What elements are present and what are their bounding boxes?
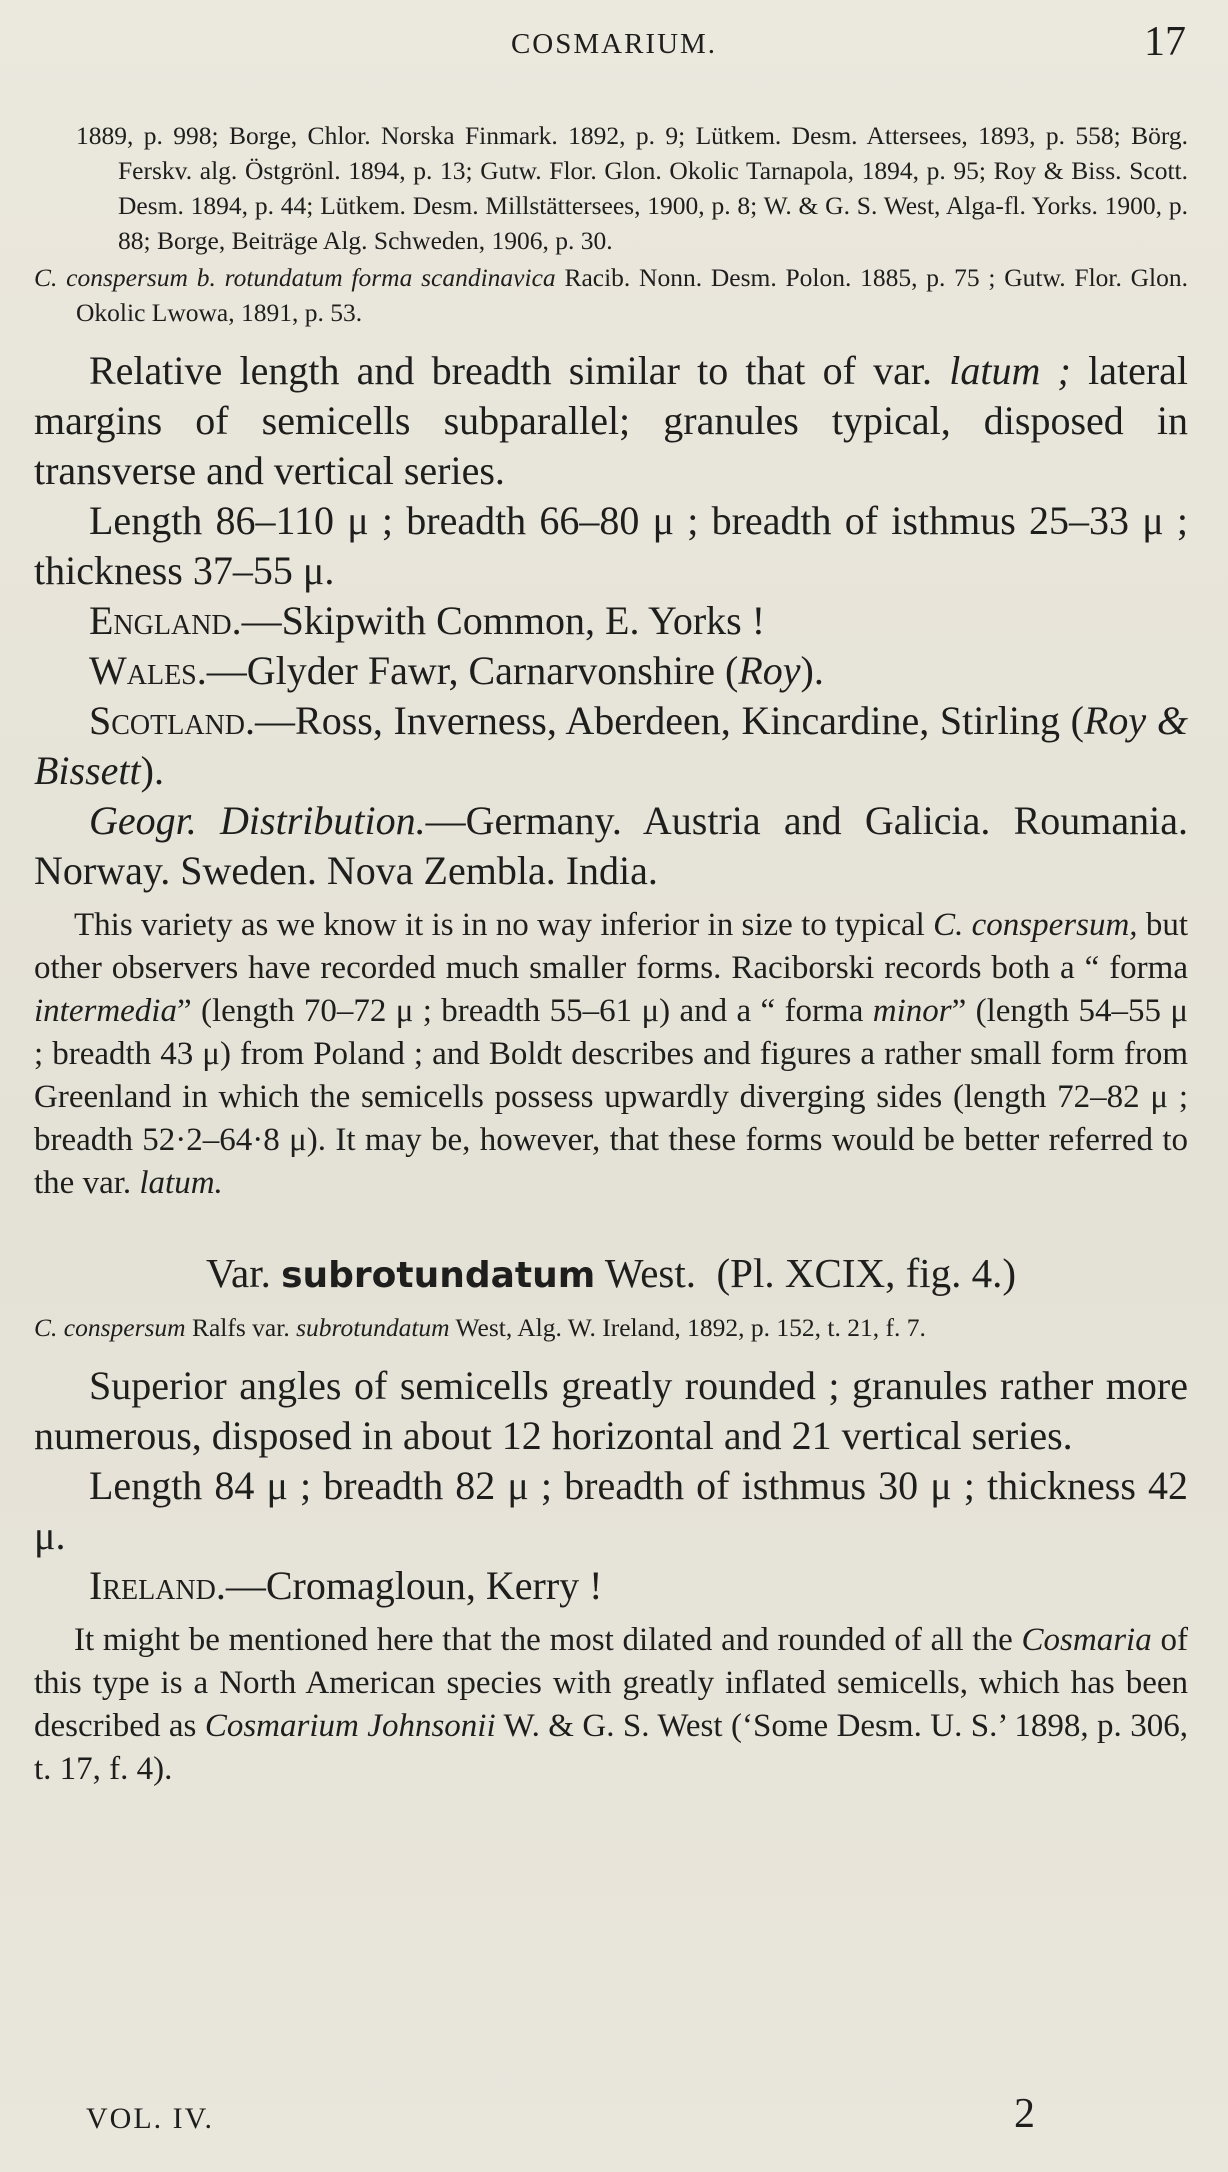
region-name: Wales.	[89, 648, 207, 693]
description-italic: latum ;	[949, 348, 1071, 393]
distribution-label: Geogr. Distribution.	[89, 798, 426, 843]
note-italic: latum.	[139, 1165, 223, 1201]
running-title: COSMARIUM.	[510, 28, 718, 60]
note-italic: minor	[872, 993, 952, 1029]
synonymy-citation	[34, 260, 1188, 330]
locality-ireland	[34, 1561, 1188, 1611]
note-text: It might be mentioned here that the most dilated and rounded of all the	[74, 1622, 1013, 1658]
note-paragraph	[34, 904, 1188, 1205]
note-italic: Cosmarium Johnsonii	[204, 1708, 496, 1744]
region-name: Scotland.	[89, 698, 256, 743]
synonymy-block-2	[34, 1310, 1188, 1345]
measurements-paragraph: Length 86–110 μ ; breadth 66–80 μ ; breadth of isthmus 25–33 μ ; thickness 37–55 μ.	[34, 498, 1188, 593]
note-text: W. & G. S. West (‘Some Desm. U. S.’ 1898, p. 306, t. 17, f. 4).	[34, 1708, 1189, 1787]
locality-england	[34, 596, 1188, 646]
description-paragraph	[34, 346, 1188, 496]
note-block-2	[34, 1619, 1188, 1791]
note-text: of this type is a North American species with greatly inflated semicells, which has been described as	[34, 1622, 1189, 1744]
description-block	[34, 346, 1188, 896]
signature-mark: 2	[1014, 2091, 1035, 2137]
page-body	[34, 118, 1188, 1791]
locality-text: —Skipwith Common, E. Yorks !	[241, 598, 766, 643]
taxon-name: C. conspersum	[34, 1313, 186, 1342]
collector-name: Roy & Bissett	[34, 698, 1188, 793]
locality-wales	[34, 646, 1188, 696]
note-block	[34, 904, 1188, 1205]
note-text: This variety as we know it is in no way inferior in size to typical	[74, 907, 925, 943]
region-name: England.	[89, 598, 242, 643]
geographic-distribution	[34, 796, 1188, 896]
collector-name: Roy	[738, 648, 801, 693]
volume-label: VOL. IV.	[86, 2102, 214, 2135]
note-text: ” (length 54–55 μ ; breadth 43 μ) from Poland ; and Boldt describes and figures a rather small form from Greenland in which the semicells possess upwardly diverging sides (length 72–82 μ ; breadth 52·2–64·8 μ). It may be, however, that these forms would be better referred to the var.	[34, 993, 1189, 1201]
region-name: Ireland.	[89, 1563, 226, 1608]
measurements-paragraph: Length 84 μ ; breadth 82 μ ; breadth of isthmus 30 μ ; thickness 42 μ.	[34, 1463, 1188, 1558]
note-italic: intermedia	[34, 993, 177, 1029]
running-head	[0, 18, 1228, 68]
locality-text: —Cromagloun, Kerry !	[225, 1563, 603, 1608]
variety-heading	[34, 1247, 1188, 1302]
taxon-name: C. conspersum b. rotundatum forma scandinavica	[34, 263, 556, 292]
locality-text: ).	[140, 748, 164, 793]
locality-text: ).	[800, 648, 824, 693]
variety-prefix: Var.	[205, 1250, 271, 1296]
synonymy-citation	[34, 1310, 1188, 1345]
synonymy-block	[34, 118, 1188, 330]
note-italic: C. conspersum,	[933, 907, 1138, 943]
taxon-name: subrotundatum	[296, 1313, 450, 1342]
description-block-2	[34, 1361, 1188, 1611]
synonymy-reference: Racib. Nonn. Desm. Polon. 1885, p. 75 ; Gutw. Flor. Glon. Okolic Lwowa, 1891, p. 53.	[76, 263, 1188, 327]
plate-reference: (Pl. XCIX, fig. 4.)	[716, 1250, 1017, 1296]
note-text: but other observers have recorded much smaller forms. Raciborski records both a “ forma	[34, 907, 1189, 986]
synonymy-citation: 1889, p. 998; Borge, Chlor. Norska Finmark. 1892, p. 9; Lütkem. Desm. Attersees, 1893, p. 558; Börg. Ferskv. alg. Östgrönl. 1894, p. 13; Gutw. Flor. Glon. Okolic Tarnapola, 1894, p. 95; Roy & Biss. Scott. Desm. 1894, p. 44; Lütkem. Desm. Millstättersees, 1900, p. 8; W. & G. S. West, Alga-fl. Yorks. 1900, p. 88; Borge, Beiträge Alg. Schweden, 1906, p. 30.	[76, 121, 1188, 255]
variety-name: subrotundatum	[281, 1255, 596, 1296]
note-italic: Cosmaria	[1021, 1622, 1152, 1658]
variety-author: West.	[604, 1250, 697, 1296]
page-number: 17	[1144, 19, 1186, 65]
locality-scotland	[34, 696, 1188, 796]
locality-text: —Ross, Inverness, Aberdeen, Kincardine, Stirling (	[255, 698, 1084, 743]
note-paragraph	[34, 1619, 1188, 1791]
description-text: Relative length and breadth similar to that of var.	[89, 348, 933, 393]
synonymy-reference: West, Alg. W. Ireland, 1892, p. 152, t. 21, f. 7.	[455, 1313, 926, 1342]
note-text: ” (length 70–72 μ ; breadth 55–61 μ) and a “ forma	[176, 993, 864, 1029]
description-paragraph: Superior angles of semicells greatly rounded ; granules rather more numerous, disposed in about 12 horizontal and 21 vertical series.	[34, 1363, 1188, 1458]
description-text: lateral margins of semicells subparallel; granules typical, disposed in transverse and vertical series.	[34, 348, 1189, 493]
synonymy-text: Ralfs var.	[191, 1313, 290, 1342]
page-footer	[86, 2090, 1188, 2150]
locality-text: —Glyder Fawr, Carnarvonshire (	[206, 648, 739, 693]
distribution-text: —Germany. Austria and Galicia. Roumania. Norway. Sweden. Nova Zembla. India.	[34, 798, 1189, 893]
